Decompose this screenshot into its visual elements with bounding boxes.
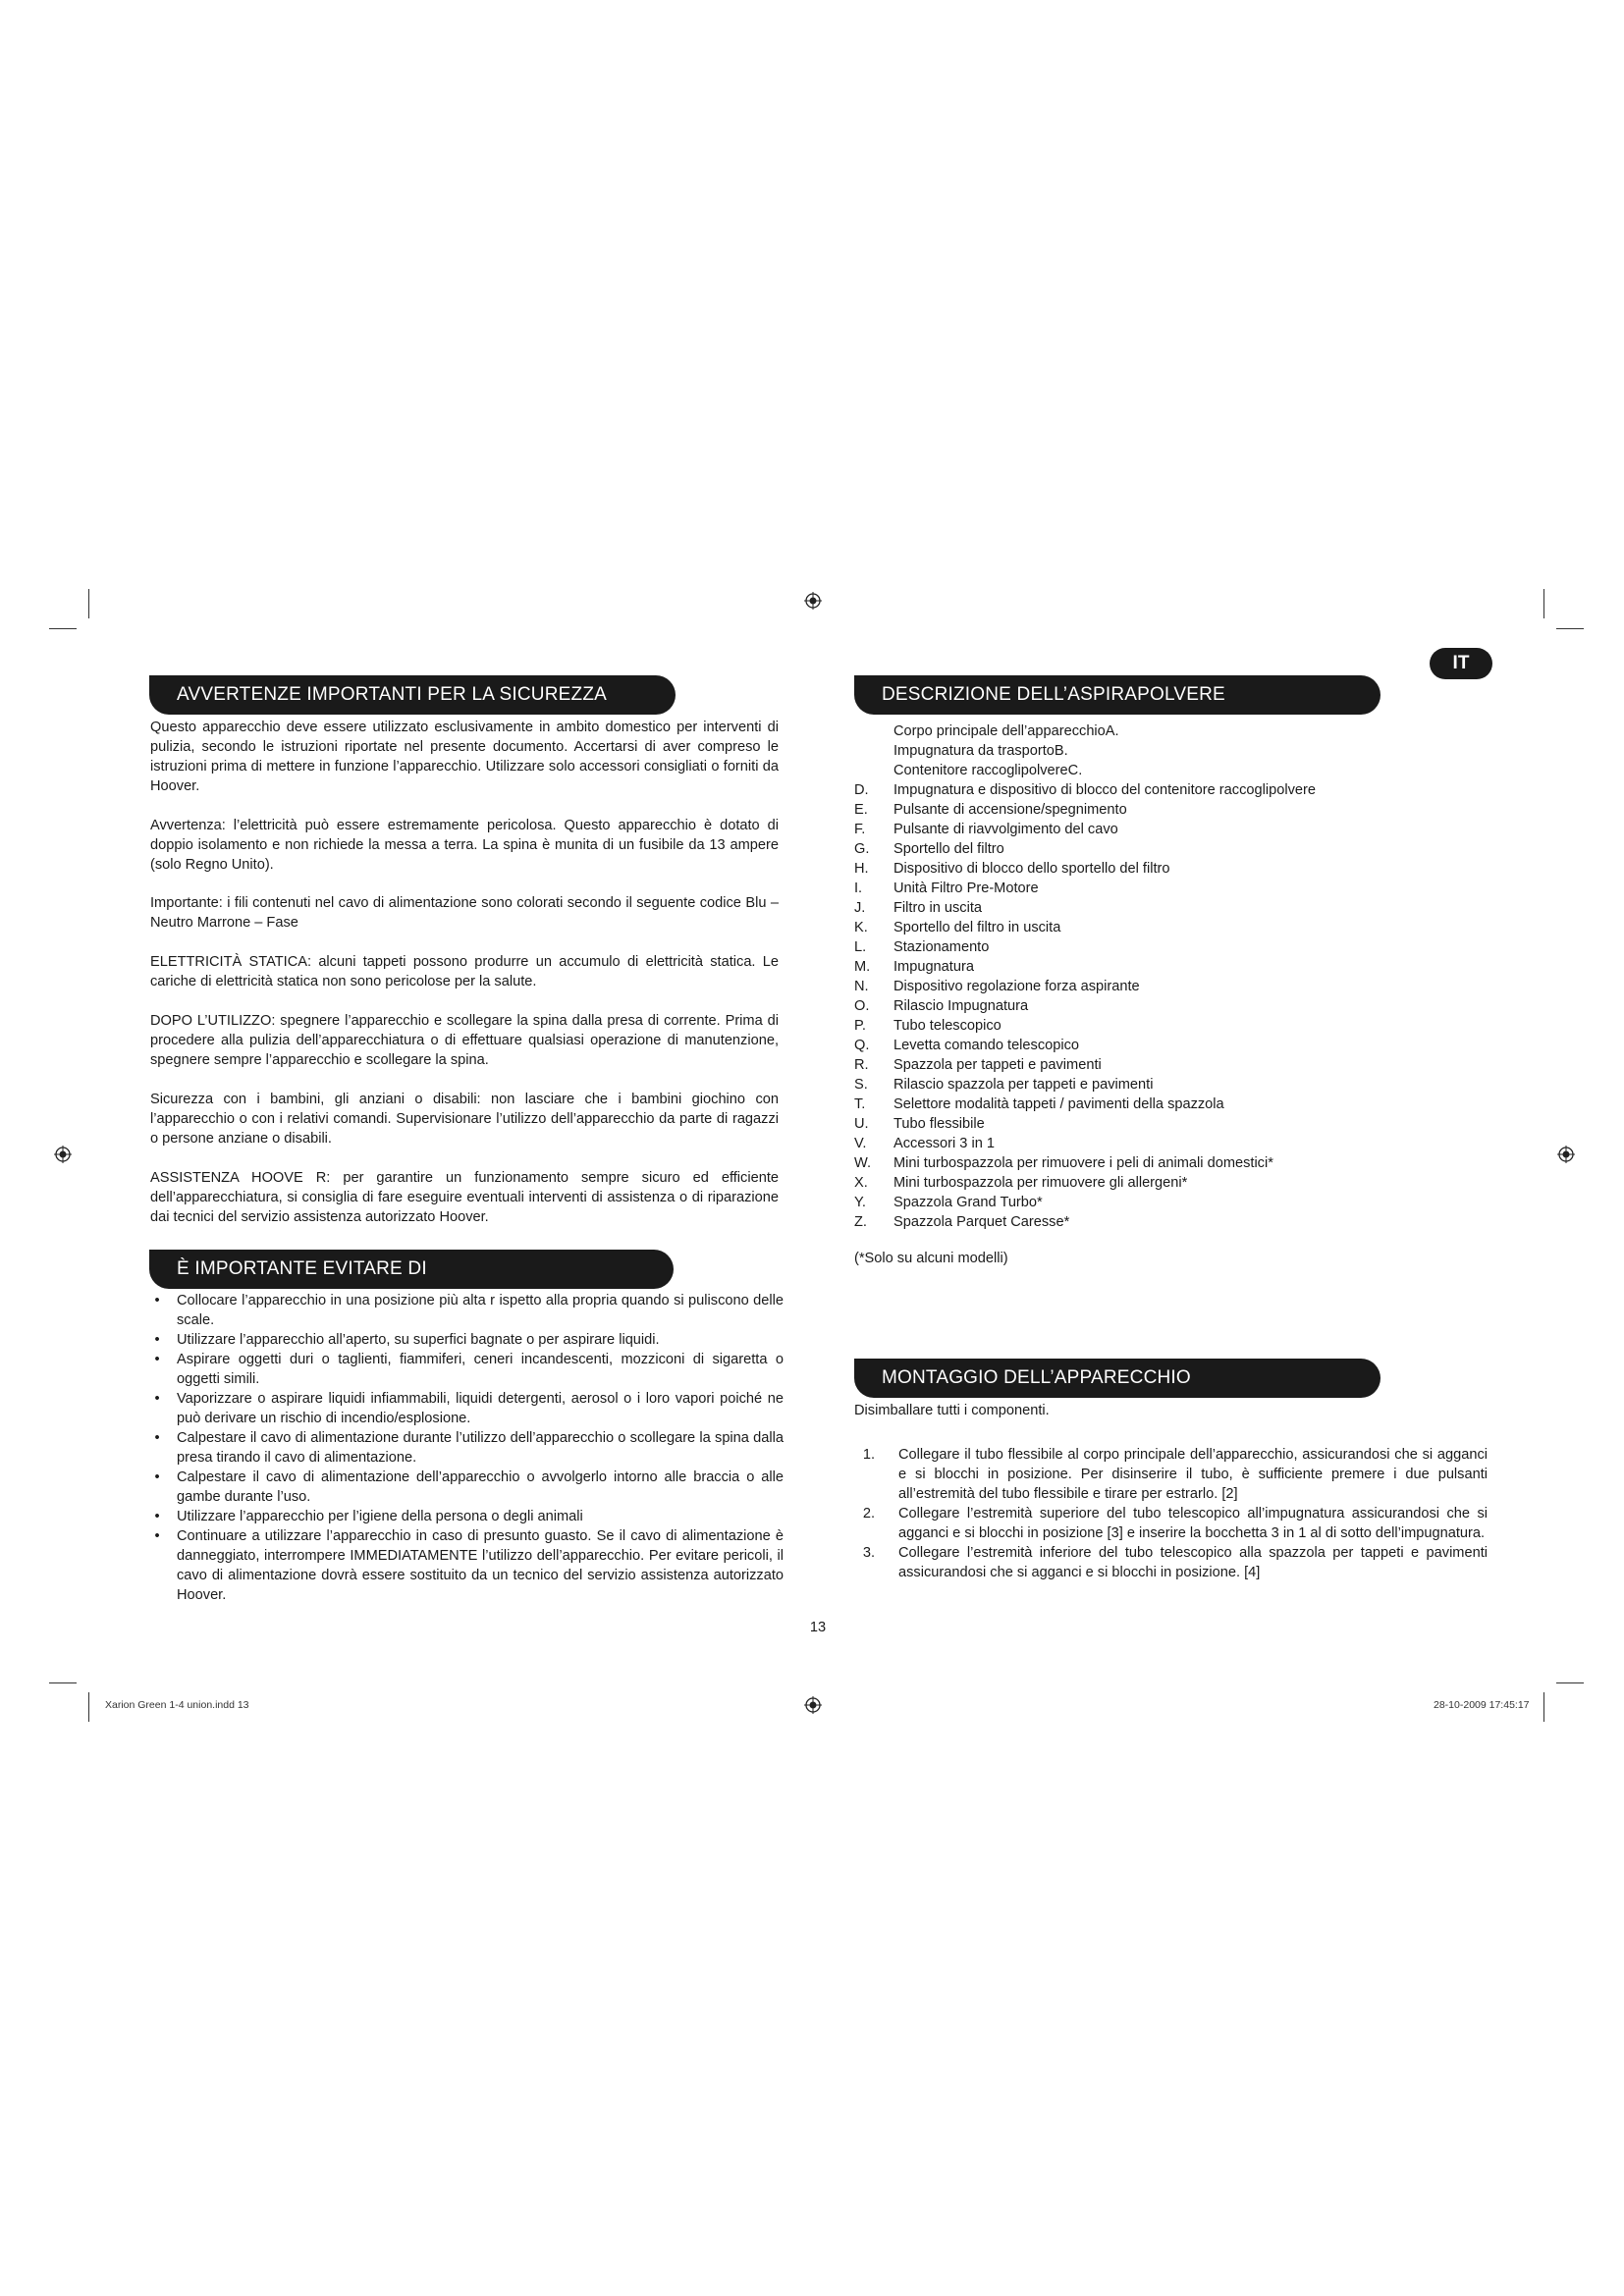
crop-mark bbox=[1556, 1682, 1584, 1683]
crop-mark bbox=[88, 589, 89, 618]
bullet-icon: • bbox=[154, 1528, 160, 1544]
list-item: • Utilizzare l’apparecchio all’aperto, su superfici bagnate o per aspirare liquidi. bbox=[147, 1330, 784, 1350]
list-item: O. Rilascio Impugnatura bbox=[854, 998, 1029, 1014]
list-item: • Calpestare il cavo di alimentazione dell’apparecchio o avvolgerlo intorno alle braccia o alle gambe durante l’uso. bbox=[147, 1468, 784, 1507]
safety-paragraph: Importante: i fili contenuti nel cavo di alimentazione sono colorati secondo il seguente codice Blu – Neutro Marrone – Fase bbox=[150, 895, 779, 931]
list-item: I. Unità Filtro Pre-Motore bbox=[854, 881, 1039, 896]
footer-file-info: Xarion Green 1-4 union.indd 13 bbox=[105, 1699, 249, 1711]
list-item: 1. Collegare il tubo flessibile al corpo principale dell’apparecchio, assicurandosi che si agganci e si blocchi in posizione. Per disinserire il tubo, è sufficiente premere i due pulsanti all’estremità del tubo flessibile e tirare per estrarlo. [2] bbox=[862, 1447, 1488, 1502]
list-item: Impugnatura da trasportoB. bbox=[893, 743, 1068, 759]
assembly-heading: MONTAGGIO DELL’APPARECCHIO bbox=[854, 1359, 1380, 1398]
registration-mark-icon bbox=[1557, 1146, 1575, 1163]
list-item: 3. Collegare l’estremità inferiore del tubo telescopico alla spazzola per tappeti e pavimenti assicurandosi che si agganci e si blocchi in posizione. [4] bbox=[862, 1545, 1488, 1580]
list-item: G. Sportello del filtro bbox=[854, 841, 1004, 857]
crop-mark bbox=[88, 1692, 89, 1722]
list-item: J. Filtro in uscita bbox=[854, 900, 983, 916]
language-tab: IT bbox=[1430, 648, 1492, 679]
list-item: Contenitore raccoglipolvereC. bbox=[893, 763, 1083, 778]
avoid-heading: È IMPORTANTE EVITARE DI bbox=[149, 1250, 674, 1289]
parts-list bbox=[854, 721, 1404, 1232]
crop-mark bbox=[1543, 1692, 1544, 1722]
list-item: • Vaporizzare o aspirare liquidi infiammabili, liquidi detergenti, aerosol o i loro vapori poiché ne può derivare un rischio di incendio/esplosione. bbox=[147, 1389, 784, 1428]
description-heading: DESCRIZIONE DELL’ASPIRAPOLVERE bbox=[854, 675, 1380, 715]
list-item: Z. Spazzola Parquet Caresse* bbox=[854, 1214, 1070, 1230]
list-item: • Collocare l’apparecchio in una posizione più alta r ispetto alla propria quando si puliscono delle scale. bbox=[147, 1291, 784, 1330]
registration-mark-icon bbox=[804, 1696, 822, 1714]
crop-mark bbox=[49, 1682, 77, 1683]
list-item: X. Mini turbospazzola per rimuovere gli allergeni* bbox=[854, 1175, 1188, 1191]
list-item: T. Selettore modalità tappeti / pavimenti della spazzola bbox=[854, 1096, 1224, 1112]
models-note: (*Solo su alcuni modelli) bbox=[854, 1251, 1008, 1266]
page-number: 13 bbox=[809, 1620, 827, 1635]
list-item: 2. Collegare l’estremità superiore del tubo telescopico all’impugnatura assicurandosi che si agganci e si blocchi in posizione [3] e inserire la bocchetta 3 in 1 al di sotto dell’impugnatura. bbox=[862, 1506, 1488, 1541]
safety-paragraph: ELETTRICITÀ STATICA: alcuni tappeti possono produrre un accumulo di elettricità statica. Le cariche di elettricità statica non sono pericolose per la salute. bbox=[150, 954, 779, 989]
safety-paragraph: Sicurezza con i bambini, gli anziani o disabili: non lasciare che i bambini giochino con l’apparecchio o con i relativi comandi. Supervisionare l’utilizzo dell’apparecchio da parte di ragazzi o persone anziane o disabili. bbox=[150, 1092, 779, 1147]
bullet-icon: • bbox=[154, 1332, 160, 1348]
list-item: D. Impugnatura e dispositivo di blocco del contenitore raccoglipolvere bbox=[854, 782, 1316, 798]
list-item: Corpo principale dell’apparecchioA. bbox=[893, 723, 1119, 739]
list-item: S. Rilascio spazzola per tappeti e pavimenti bbox=[854, 1077, 1154, 1093]
footer-timestamp: 28-10-2009 17:45:17 bbox=[1434, 1699, 1530, 1711]
list-item: R. Spazzola per tappeti e pavimenti bbox=[854, 1057, 1102, 1073]
safety-paragraph: Questo apparecchio deve essere utilizzato esclusivamente in ambito domestico per interventi di pulizia, secondo le istruzioni riportate nel presente documento. Accertarsi di aver compreso le istruzioni prima di mettere in funzione l’apparecchio. Utilizzare solo accessori consigliati o forniti da Hoover. bbox=[150, 720, 779, 794]
safety-paragraph: ASSISTENZA HOOVE R: per garantire un funzionamento sempre sicuro ed efficiente dell’apparecchiatura, si consiglia di fare eseguire eventuali interventi di assistenza o di riparazione dai tecnici del servizio assistenza autorizzato Hoover. bbox=[150, 1170, 779, 1225]
list-item: • Calpestare il cavo di alimentazione durante l’utilizzo dell’apparecchio o scollegare la spina dalla presa tirando il cavo di alimentazione. bbox=[147, 1428, 784, 1468]
list-item: Y. Spazzola Grand Turbo* bbox=[854, 1195, 1043, 1210]
list-item: U. Tubo flessibile bbox=[854, 1116, 985, 1132]
list-item: L. Stazionamento bbox=[854, 939, 990, 955]
list-item: V. Accessori 3 in 1 bbox=[854, 1136, 996, 1151]
list-item: • Utilizzare l’apparecchio per l’igiene della persona o degli animali bbox=[147, 1507, 784, 1526]
bullet-icon: • bbox=[154, 1391, 160, 1407]
list-item: E. Pulsante di accensione/spegnimento bbox=[854, 802, 1127, 818]
safety-heading: AVVERTENZE IMPORTANTI PER LA SICUREZZA bbox=[149, 675, 676, 715]
assembly-steps bbox=[839, 1445, 1488, 1582]
safety-paragraph: Avvertenza: l’elettricità può essere estremamente pericolosa. Questo apparecchio è dotato di doppio isolamento e non richiede la messa a terra. La spina è munita di un fusibile da 13 ampere (solo Regno Unito). bbox=[150, 818, 779, 873]
bullet-icon: • bbox=[154, 1352, 160, 1367]
bullet-icon: • bbox=[154, 1509, 160, 1524]
list-item: M. Impugnatura bbox=[854, 959, 974, 975]
bullet-icon: • bbox=[154, 1469, 160, 1485]
list-item: F. Pulsante di riavvolgimento del cavo bbox=[854, 822, 1118, 837]
registration-mark-icon bbox=[804, 592, 822, 610]
list-item: H. Dispositivo di blocco dello sportello del filtro bbox=[854, 861, 1170, 877]
list-item: W. Mini turbospazzola per rimuovere i peli di animali domestici* bbox=[854, 1155, 1273, 1171]
safety-paragraph: DOPO L’UTILIZZO: spegnere l’apparecchio e scollegare la spina dalla presa di corrente. Prima di procedere alla pulizia dell’apparecchiatura o di effettuare qualsiasi operazione di manutenzione, spegnere sempre l’apparecchio e scollegare la spina. bbox=[150, 1013, 779, 1068]
list-item: • Continuare a utilizzare l’apparecchio in caso di presunto guasto. Se il cavo di alimentazione è danneggiato, interrompere IMMEDIATAMENTE l’utilizzo dell’apparecchio. Per evitare pericoli, il cavo di alimentazione dovrà essere sostituito da un tecnico del servizio assistenza autorizzato Hoover. bbox=[147, 1526, 784, 1605]
list-item: P. Tubo telescopico bbox=[854, 1018, 1001, 1034]
registration-mark-icon bbox=[54, 1146, 72, 1163]
list-item: K. Sportello del filtro in uscita bbox=[854, 920, 1061, 935]
bullet-icon: • bbox=[154, 1430, 160, 1446]
crop-mark bbox=[49, 628, 77, 629]
list-item: Q. Levetta comando telescopico bbox=[854, 1038, 1080, 1053]
list-item: • Aspirare oggetti duri o taglienti, fiammiferi, ceneri incandescenti, mozziconi di sigaretta o oggetti simili. bbox=[147, 1350, 784, 1389]
crop-mark bbox=[1556, 628, 1584, 629]
assembly-intro: Disimballare tutti i componenti. bbox=[854, 1403, 1050, 1418]
crop-mark bbox=[1543, 589, 1544, 618]
avoid-list bbox=[147, 1291, 784, 1605]
list-item: N. Dispositivo regolazione forza aspirante bbox=[854, 979, 1140, 994]
bullet-icon: • bbox=[154, 1293, 160, 1308]
